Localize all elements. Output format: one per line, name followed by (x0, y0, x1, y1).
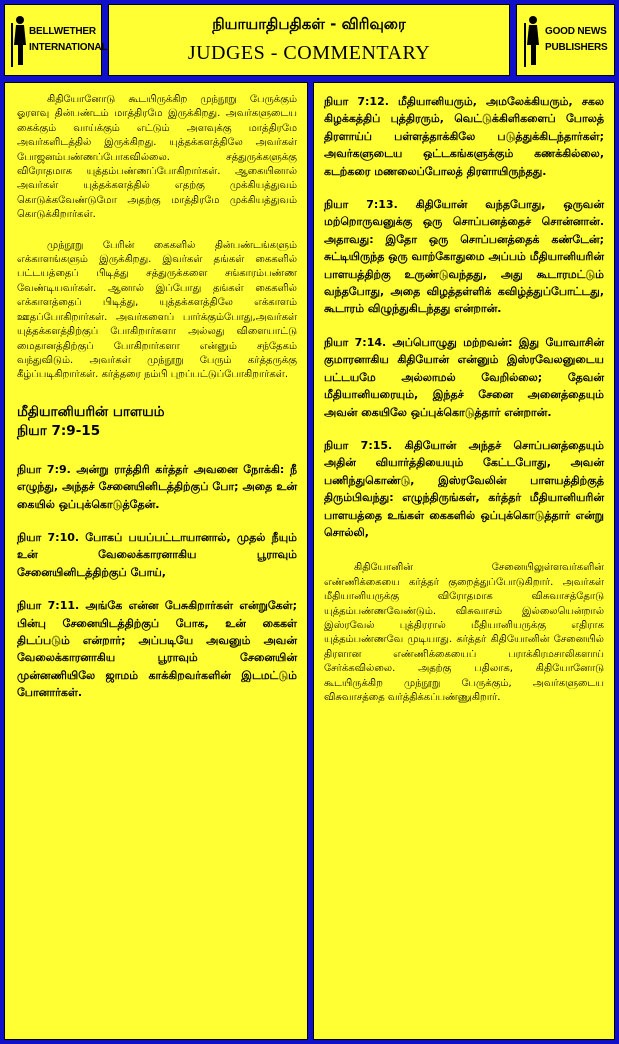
section-heading: மீதியானியரின் பாளயம் (17, 403, 165, 420)
commentary-paragraph: முந்நூறு பேரின் கைகளில் தின்பண்டங்களும் எக்காளங்களும் இருக்கிறது. இவர்கள் தங்கள் கைகளில் பட்டயத்தைப் பிடித்து சத்துருக்களை சங்காரம்பண்ண வேண்டியவர்கள். ஆனால் இப்போது தங்கள் கைகளில் எக்காளத்தைப் பிடித்து, யுத்தக்களத்திலே எக்காளம் ஊதப்போகிறார்கள். அவர்களைப் பார்க்கும்போது,அவர்கள் யுத்தக்களத்திற்குப் போகிறார்களா அல்லது விளையாட்டு மைதானத்திற்குப் போகிறார்களா என்னும் சந்தேகம் வந்துவிடும். அவர்கள் முந்நூறு பேரும் கர்த்தருக்கு கீழ்ப்படிகிறார்கள். கர்த்தரை நம்பி புறப்பட்டுப்போகிறார்கள். (17, 239, 297, 381)
bible-verse: நியா 7:11. அங்கே என்ன பேசுகிறார்கள் என்றுகேள்; பின்பு சேனையிடத்திற்குப் போக, உன் கைகள் திடப்படும் என்றார்; அப்படியே அவனும் அவன் வேலைக்காரனாகிய பூராவும் சேனையின் முன்னணியிலே ஜாமம் காக்கிறவர்களின் இடமட்டும் போனார்கள். (17, 599, 297, 700)
commentary-paragraph: கிதியோனோடு கூடயிருக்கிற முந்நூறு பேருக்கும் ஓரளவு தின்பண்டம் மாத்திரமே இருக்கிறது. அவர்களுடைய கைக்கும் வாய்க்கும் எட்டும் அளவுக்கு மாத்திரமே அவர்களிடத்தில் இருக்கிறது. யுத்தக்களத்திலே அவர்கள் போஜனம்பண்ணப்போகவில்லை. சத்துருக்களுக்கு விரோதமாக யுத்தம்பண்ணப்போகிறார்கள். ஆகையினால் அவர்கள் யுத்தக்களத்தில் எதற்கு முக்கியத்துவம் கொடுக்கவேண்டுமோ அதற்கு மாத்திரமே முக்கியத்துவம் கொடுக்கிறார்கள். (17, 94, 297, 221)
commentary-paragraph: கிதியோனின் சேனையிலுள்ளவர்களின் எண்ணிக்கையை கர்த்தர் குறைத்துப்போடுகிறார். அவர்கள் மீதியானியருக்கு விரோதமாக விசுவாசத்தோடு யுத்தம்பண்ணவேண்டும். விசுவாசம் இல்லையென்றால் இஸ்ரவேல் புத்திரரால் மீதியானியருக்கு எதிராக யுத்தம்பண்ணவே முடியாது. கர்த்தர் கிதியோனின் சேனையில் திரளான எண்ணிக்கையைப் பராக்கிரமசாலிகளாய் சேர்க்கவில்லை. அதற்கு பதிலாக, கிதியோனோடு கூடயிருக்கிற முந்நூறு பேருக்கும், அவர்களுடைய விசுவாசத்தை வர்த்திக்கப்பண்ணுகிறார். (324, 562, 604, 703)
bible-verse: நியா 7:10. போகப் பயப்பட்டாயானால், முதல் நீயும் உன் வேலைக்காரனாகிய பூராவும் சேனையினிடத்திற்குப் போய், (17, 530, 297, 579)
logo-text-line1: GOOD NEWS (545, 26, 607, 37)
logo-text-line2: INTERNATIONAL (29, 42, 108, 53)
person-with-staff-icon (10, 15, 30, 67)
left-column (4, 82, 308, 1040)
bellwether-logo (4, 4, 108, 76)
page-title-tamil: நியாயாதிபதிகள் - விரிவுரை (212, 15, 406, 33)
section-reference: நியா 7:9-15 (17, 422, 101, 439)
page-header (108, 4, 510, 76)
person-with-staff-icon (523, 15, 543, 67)
logo-text-line2: PUBLISHERS (545, 42, 608, 53)
right-column (313, 82, 615, 1040)
page-title-english: JUDGES - COMMENTARY (187, 42, 431, 64)
bible-verse: நியா 7:15. கிதியோன் அந்தச் சொப்பனத்தையும் அதின் வியார்த்தியையும் கேட்டபோது, அவன் பணிந்துகொண்டு, இஸ்ரவேலின் பாளயத்திற்குத் திரும்பிவந்து: எழுந்திருங்கள், கர்த்தர் மீதியானியரின் பாளயத்தை உங்கள் கைகளில் ஒப்புக்கொடுத்தார் என்று சொல்லி, (324, 438, 604, 539)
bible-verse: நியா 7:12. மீதியானியரும், அமலேக்கியரும், சகல கிழக்கத்திப் புத்திரரும், வெட்டுக்கிளிகளைப் போலத் திரளாய்ப் பள்ளத்தாக்கிலே படுத்துக்கிடந்தார்கள்; அவர்களுடைய ஒட்டகங்களுக்கும் கணக்கில்லை, கடற்கரை மணலைப்போலத் திரளாயிருந்தது. (324, 95, 604, 178)
bible-verse: நியா 7:14. அப்பொழுது மற்றவன்: இது யோவாசின் குமாரனாகிய கிதியோன் என்னும் இஸ்ரவேலனுடைய பட்டயமே அல்லாமல் வேறில்லை; தேவன் மீதியானியரையும், இந்தச் சேனை அனைத்தையும் அவன் கையிலே ஒப்புக்கொடுத்தார் என்றான். (324, 335, 604, 419)
bible-verse: நியா 7:13. கிதியோன் வந்தபோது, ஒருவன் மற்றொருவனுக்கு ஒரு சொப்பனத்தைச் சொன்னான். அதாவது: இதோ ஒரு சொப்பனத்தைக் கண்டேன்; சுட்டியிருந்த ஒரு வாற்கோதுமை அப்பம் மீதியானியரின் பாளயத்திற்கு உருண்டுவந்தது, அது கூடாரமட்டும் வந்தபோது, அதை விழத்தள்ளிக் கவிழ்த்துப்போட்டது, கூடாரம் விழுந்துகிடந்தது என்றான். (324, 198, 604, 316)
logo-text-line1: BELLWETHER (29, 26, 96, 37)
good-news-logo (516, 4, 615, 76)
bible-verse: நியா 7:9. அன்று ராத்திரி கர்த்தர் அவனை நோக்கி: நீ எழுந்து, அந்தச் சேனையினிடத்திற்குப் போ; அதை உன் கையில் ஒப்புக்கொடுத்தேன். (17, 462, 297, 511)
